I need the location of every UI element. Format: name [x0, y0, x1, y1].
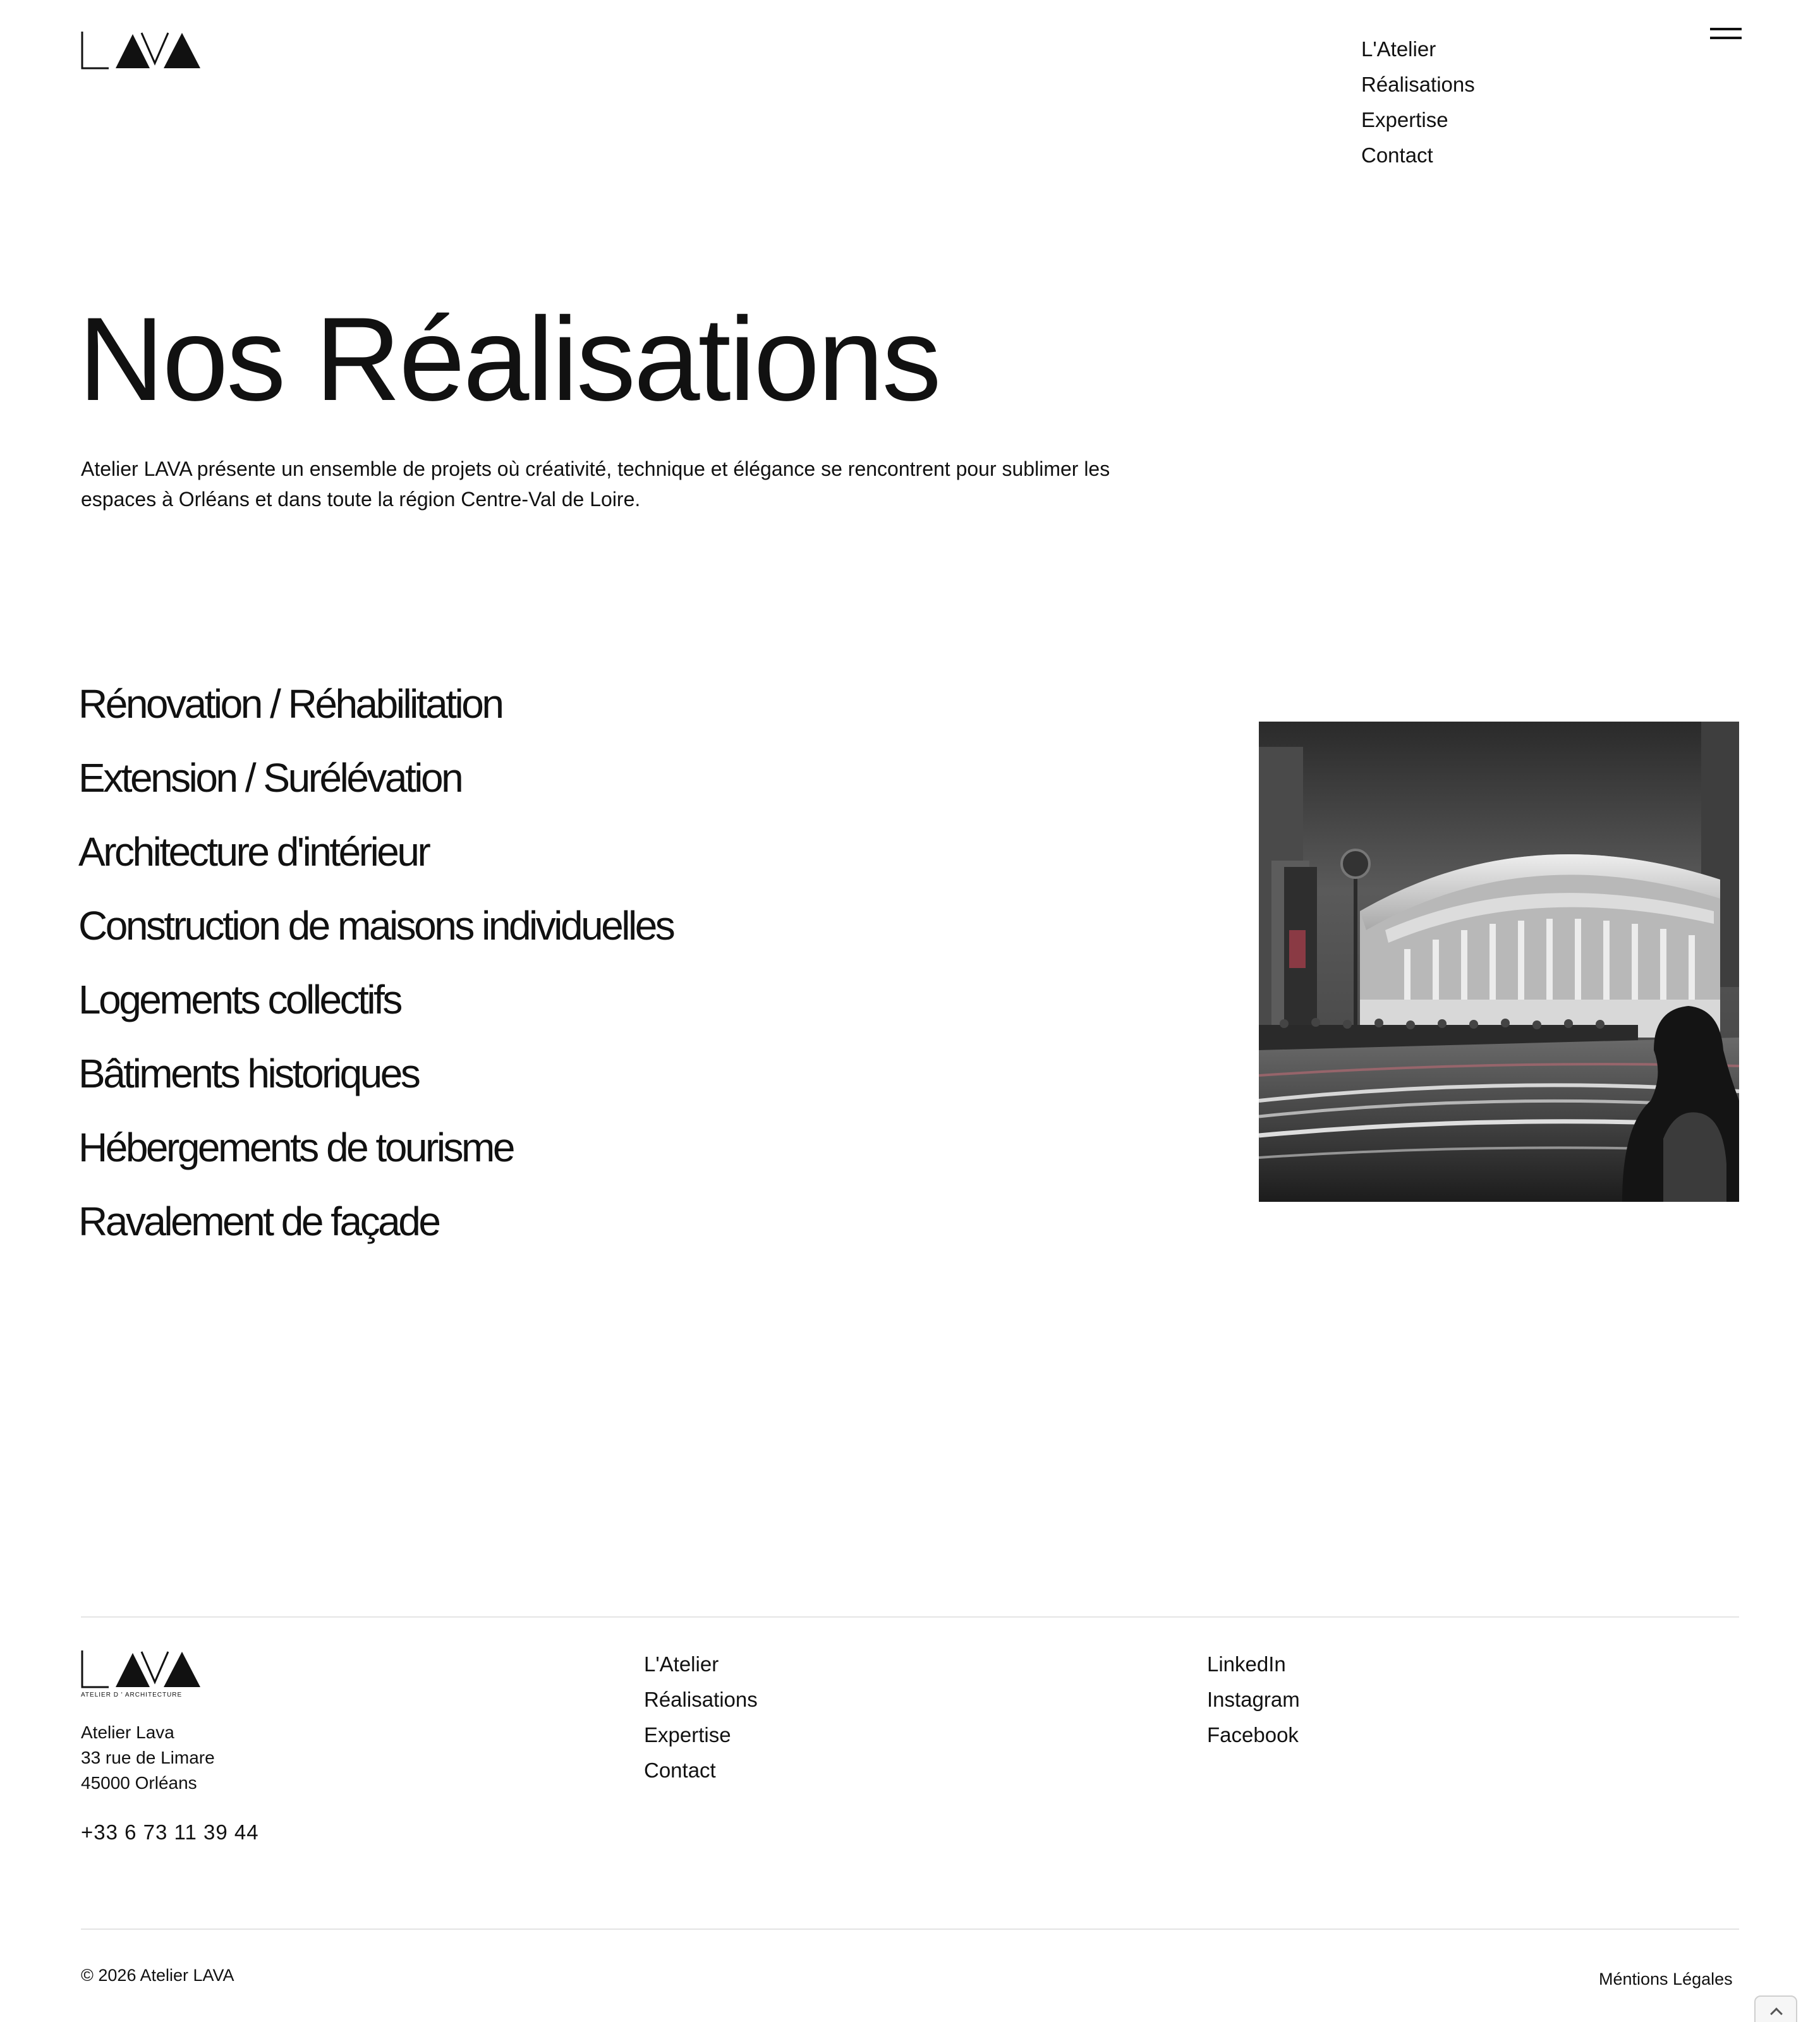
page-title: Nos Réalisations — [78, 293, 940, 425]
main-nav — [1361, 32, 1475, 173]
category-link-tourisme[interactable]: Hébergements de tourisme — [78, 1125, 513, 1170]
footer-link-atelier[interactable]: L'Atelier — [644, 1652, 719, 1676]
list-item — [78, 889, 673, 963]
list-item — [78, 1111, 673, 1185]
list-item — [78, 815, 673, 889]
category-link-interieur[interactable]: Architecture d'intérieur — [78, 829, 429, 875]
social-link-linkedin[interactable]: LinkedIn — [1207, 1652, 1286, 1676]
legal-link[interactable]: Méntions Légales — [1599, 1970, 1733, 1989]
footer-divider — [81, 1616, 1739, 1618]
nav-link-contact[interactable]: Contact — [1361, 143, 1433, 167]
scroll-top-button[interactable] — [1754, 1995, 1797, 2022]
category-list — [78, 667, 673, 1259]
address-line: Atelier Lava — [81, 1722, 174, 1742]
list-item — [78, 741, 673, 815]
category-link-historiques[interactable]: Bâtiments historiques — [78, 1051, 419, 1096]
social-link-instagram[interactable]: Instagram — [1207, 1688, 1300, 1711]
project-preview-image — [1259, 722, 1739, 1202]
nav-link-realisations[interactable]: Réalisations — [1361, 73, 1475, 96]
nav-link-expertise[interactable]: Expertise — [1361, 108, 1448, 131]
hamburger-icon[interactable] — [1710, 28, 1742, 43]
nav-link-atelier[interactable]: L'Atelier — [1361, 37, 1436, 61]
category-link-extension[interactable]: Extension / Surélévation — [78, 755, 462, 801]
copyright: © 2026 Atelier LAVA — [81, 1966, 234, 1985]
address-line: 33 rue de Limare — [81, 1748, 215, 1767]
list-item — [78, 963, 673, 1037]
logo-link[interactable] — [81, 30, 222, 70]
list-item — [78, 667, 673, 741]
footer-nav — [644, 1647, 758, 1788]
category-link-maisons[interactable]: Construction de maisons individuelles — [78, 903, 674, 948]
footer-link-expertise[interactable]: Expertise — [644, 1723, 731, 1747]
footer-address — [81, 1720, 215, 1796]
footer-link-contact[interactable]: Contact — [644, 1759, 716, 1782]
chevron-up-icon — [1770, 2007, 1783, 2020]
list-item — [78, 1185, 673, 1259]
footer-social-links — [1207, 1647, 1300, 1753]
list-item — [78, 1037, 673, 1111]
footer-phone[interactable]: +33 6 73 11 39 44 — [81, 1820, 259, 1844]
footer-bottom-divider — [81, 1928, 1739, 1930]
footer-link-realisations[interactable]: Réalisations — [644, 1688, 758, 1711]
category-link-renovation[interactable]: Rénovation / Réhabilitation — [78, 681, 502, 727]
logo-caption: ATELIER D ' ARCHITECTURE — [81, 1692, 183, 1698]
category-link-facade[interactable]: Ravalement de façade — [78, 1199, 439, 1244]
page-intro: Atelier LAVA présente un ensemble de projets où créativité, technique et élégance se rencontrent pour sublimer les espaces à Orléans et dans toute la région Centre-Val de Loire. — [81, 457, 1110, 511]
lava-logo — [81, 30, 222, 70]
lava-logo — [81, 1649, 222, 1688]
address-line: 45000 Orléans — [81, 1773, 197, 1793]
social-link-facebook[interactable]: Facebook — [1207, 1723, 1299, 1747]
category-link-logements[interactable]: Logements collectifs — [78, 977, 401, 1022]
footer-logo-link[interactable] — [81, 1649, 222, 1700]
